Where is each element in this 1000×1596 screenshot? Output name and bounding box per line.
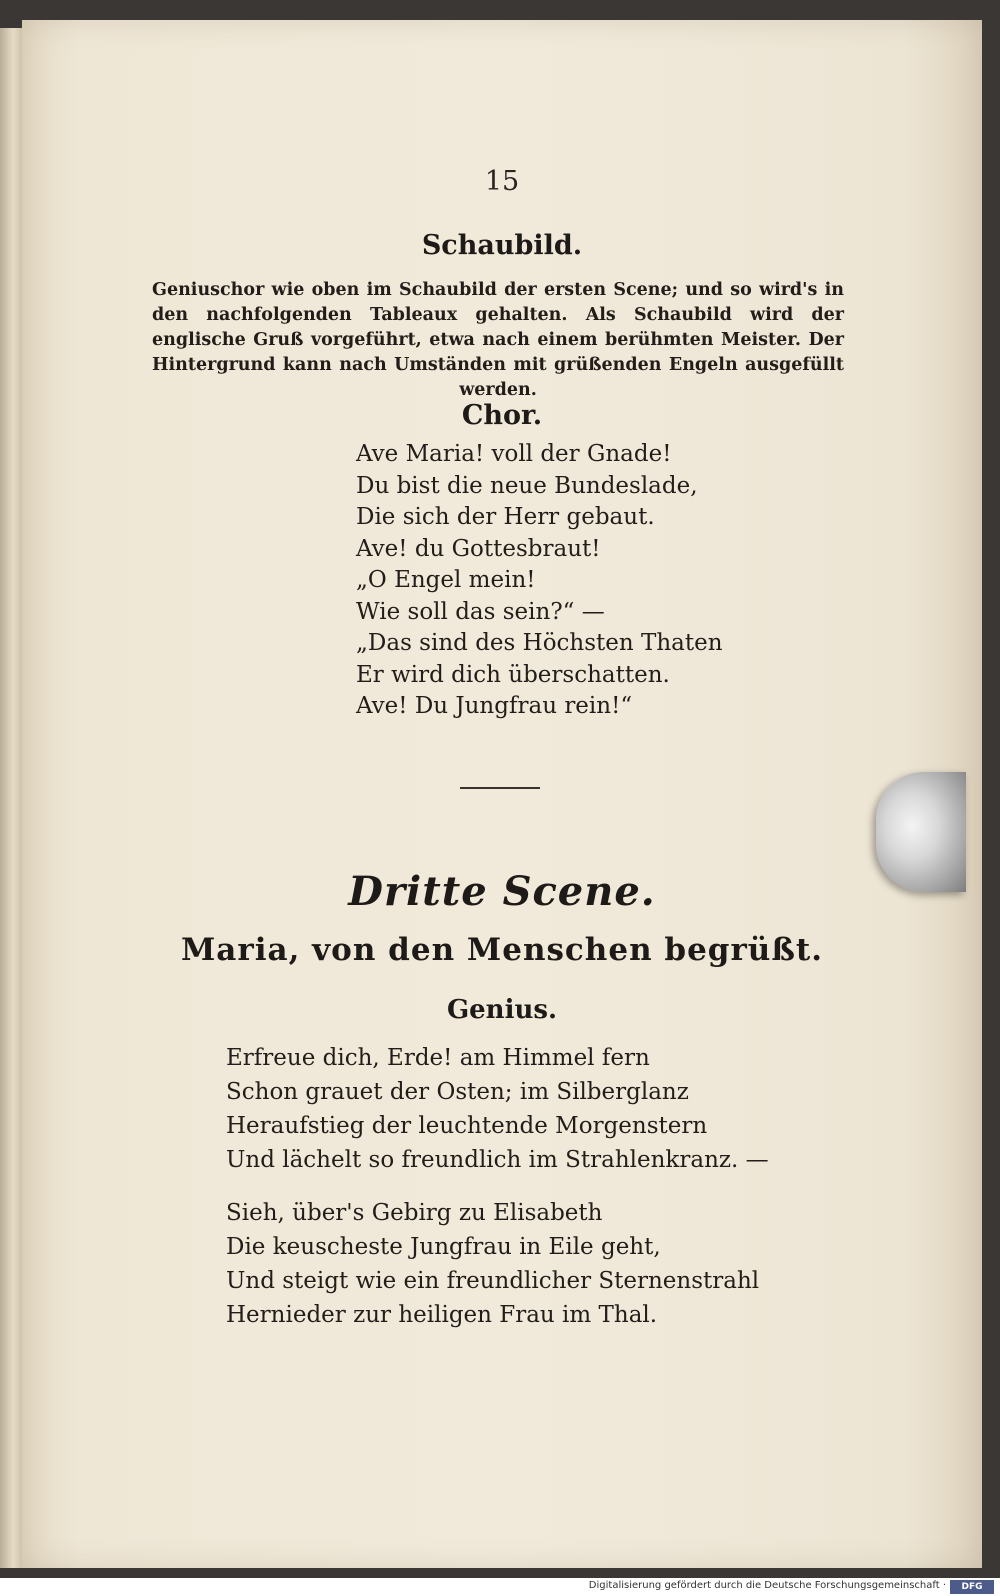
left-page-edge — [0, 28, 22, 1568]
verse-line: Heraufstieg der leuchtende Morgenstern — [226, 1113, 708, 1139]
verse-line: Und lächelt so freundlich im Strahlenkranz. — — [226, 1147, 769, 1173]
book-page — [22, 20, 982, 1568]
page-number: 15 — [484, 166, 520, 197]
footer-credit: Digitalisierung gefördert durch die Deutsche Forschungsgemeinschaft · — [588, 1580, 946, 1591]
verse-line: „O Engel mein! — [356, 567, 536, 593]
genius-heading: Genius. — [446, 995, 558, 1025]
dfg-logo: DFG — [950, 1580, 994, 1594]
verse-line: Die keuscheste Jungfrau in Eile geht, — [226, 1234, 661, 1260]
verse-line: Die sich der Herr gebaut. — [356, 504, 655, 530]
chor-verse — [356, 439, 723, 723]
scene-heading: Dritte Scene. — [348, 868, 656, 915]
verse-line: Hernieder zur heiligen Frau im Thal. — [226, 1302, 658, 1328]
verse-line: Erfreue dich, Erde! am Himmel fern — [226, 1045, 650, 1071]
section-divider — [460, 787, 540, 789]
genius-stanza-1 — [226, 1041, 769, 1177]
verse-line: Und steigt wie ein freundlicher Sternenstrahl — [226, 1268, 760, 1294]
verse-line: „Das sind des Höchsten Thaten — [356, 630, 723, 656]
verse-line: Du bist die neue Bundeslade, — [356, 472, 698, 499]
verse-line: Wie soll das sein?“ — — [356, 598, 605, 625]
verse-line: Ave! du Gottesbraut! — [356, 535, 601, 562]
page-clip — [876, 772, 966, 892]
verse-line: Er wird dich überschatten. — [356, 661, 670, 688]
verse-line: Schon grauet der Osten; im Silberglanz — [226, 1079, 689, 1105]
genius-stanza-2 — [226, 1196, 759, 1332]
verse-line: Ave! Du Jungfrau rein!“ — [356, 693, 633, 719]
verse-line: Sieh, über's Gebirg zu Elisabeth — [226, 1200, 603, 1226]
stage-direction: Geniuschor wie oben im Schaubild der ersten Scene; und so wird's in den nachfolgenden Tableaux gehalten. Als Schaubild wird der englische Gruß vorgeführt, etwa nach einem berühmten Meister. Der Hintergrund kann nach Umständen mit grüßenden Engeln ausgefüllt werden. — [152, 280, 844, 400]
scene-subtitle: Maria, von den Menschen begrüßt. — [180, 932, 824, 968]
chor-heading: Chor. — [461, 400, 543, 431]
verse-line: Ave Maria! voll der Gnade! — [356, 441, 672, 467]
tableau-heading: Schaubild. — [421, 230, 583, 261]
